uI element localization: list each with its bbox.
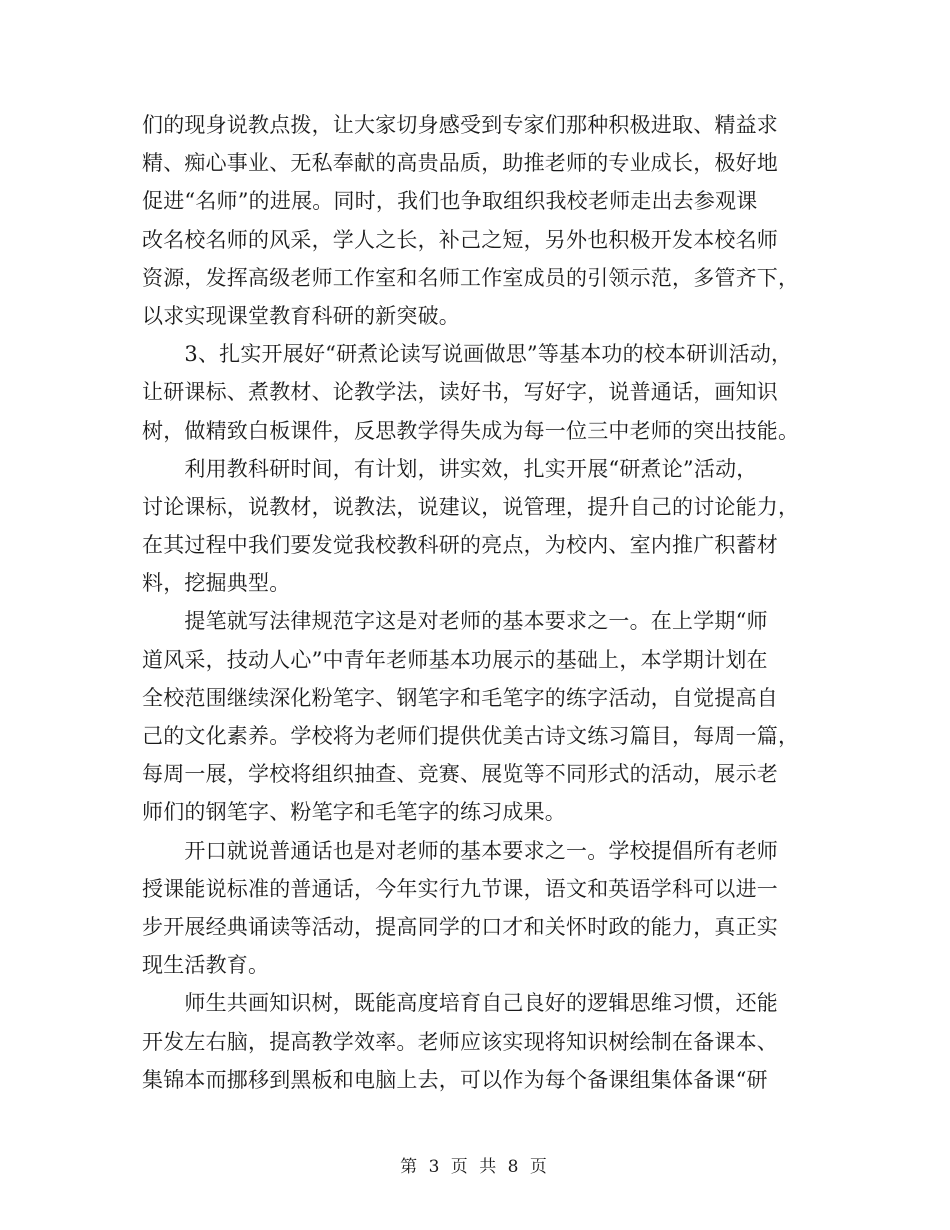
- text-line: 步开展经典诵读等活动，提高同学的口才和关怀时政的能力，真正实: [142, 914, 778, 939]
- text-line: 提笔就写法律规范字这是对老师的基本要求之一。在上学期“师: [142, 609, 768, 634]
- text-line: 资源，发挥高级老师工作室和名师工作室成员的引领示范，多管齐下，: [142, 265, 800, 290]
- text-line: 让研课标、煮教材、论教学法，读好书，写好字，说普通话，画知识: [142, 380, 778, 405]
- text-line: 3、扎实开展好“研煮论读写说画做思”等基本功的校本研训活动，: [142, 342, 793, 367]
- text-line: 授课能说标准的普通话，今年实行九节课，语文和英语学科可以进一: [142, 876, 778, 901]
- text-line: 道风采，技动人心”中青年老师基本功展示的基础上，本学期计划在: [142, 647, 768, 672]
- text-line: 料，挖掘典型。: [142, 571, 291, 596]
- text-line: 开口就说普通话也是对老师的基本要求之一。学校提倡所有老师: [142, 838, 778, 863]
- text-line: 集锦本而挪移到黑板和电脑上去，可以作为每个备课组集体备课“研: [142, 1067, 768, 1092]
- document-body: [142, 106, 822, 1099]
- text-line: 在其过程中我们要发觉我校教科研的亮点，为校内、室内推广积蓄材: [142, 533, 778, 558]
- text-line: 精、痴心事业、无私奉献的高贵品质，助推老师的专业成长，极好地: [142, 151, 778, 176]
- text-line: 师们的钢笔字、粉笔字和毛笔字的练习成果。: [142, 800, 566, 825]
- text-line: 们的现身说教点拨，让大家切身感受到专家们那种积极进取、精益求: [142, 113, 778, 137]
- text-line: 全校范围继续深化粉笔字、钢笔字和毛笔字的练字活动，自觉提高自: [142, 685, 778, 710]
- page-number-footer: 第 3 页 共 8 页: [400, 1157, 550, 1177]
- text-line: 促进“名师”的进展。同时，我们也争取组织我校老师走出去参观课: [142, 189, 758, 214]
- text-line: 树，做精致白板课件，反思教学得失成为每一位三中老师的突出技能。: [142, 418, 800, 443]
- text-line: 开发左右脑，提高教学效率。老师应该实现将知识树绘制在备课本、: [142, 1029, 778, 1054]
- text-line: 师生共画知识树，既能高度培育自己良好的逻辑思维习惯，还能: [142, 991, 778, 1016]
- text-line: 每周一展，学校将组织抽查、竞赛、展览等不同形式的活动，展示老: [142, 762, 778, 787]
- text-line: 以求实现课堂教育科研的新突破。: [142, 303, 460, 328]
- text-line: 利用教科研时间，有计划，讲实效，扎实开展“研煮论”活动，: [142, 456, 758, 481]
- text-line: 改名校名师的风采，学人之长，补己之短，另外也积极开发本校名师: [142, 227, 778, 252]
- text-line: 己的文化素养。学校将为老师们提供优美古诗文练习篇目，每周一篇，: [142, 724, 800, 748]
- text-line: 现生活教育。: [142, 953, 270, 978]
- text-line: 讨论课标，说教材，说教法，说建议，说管理，提升自己的讨论能力，: [142, 494, 800, 519]
